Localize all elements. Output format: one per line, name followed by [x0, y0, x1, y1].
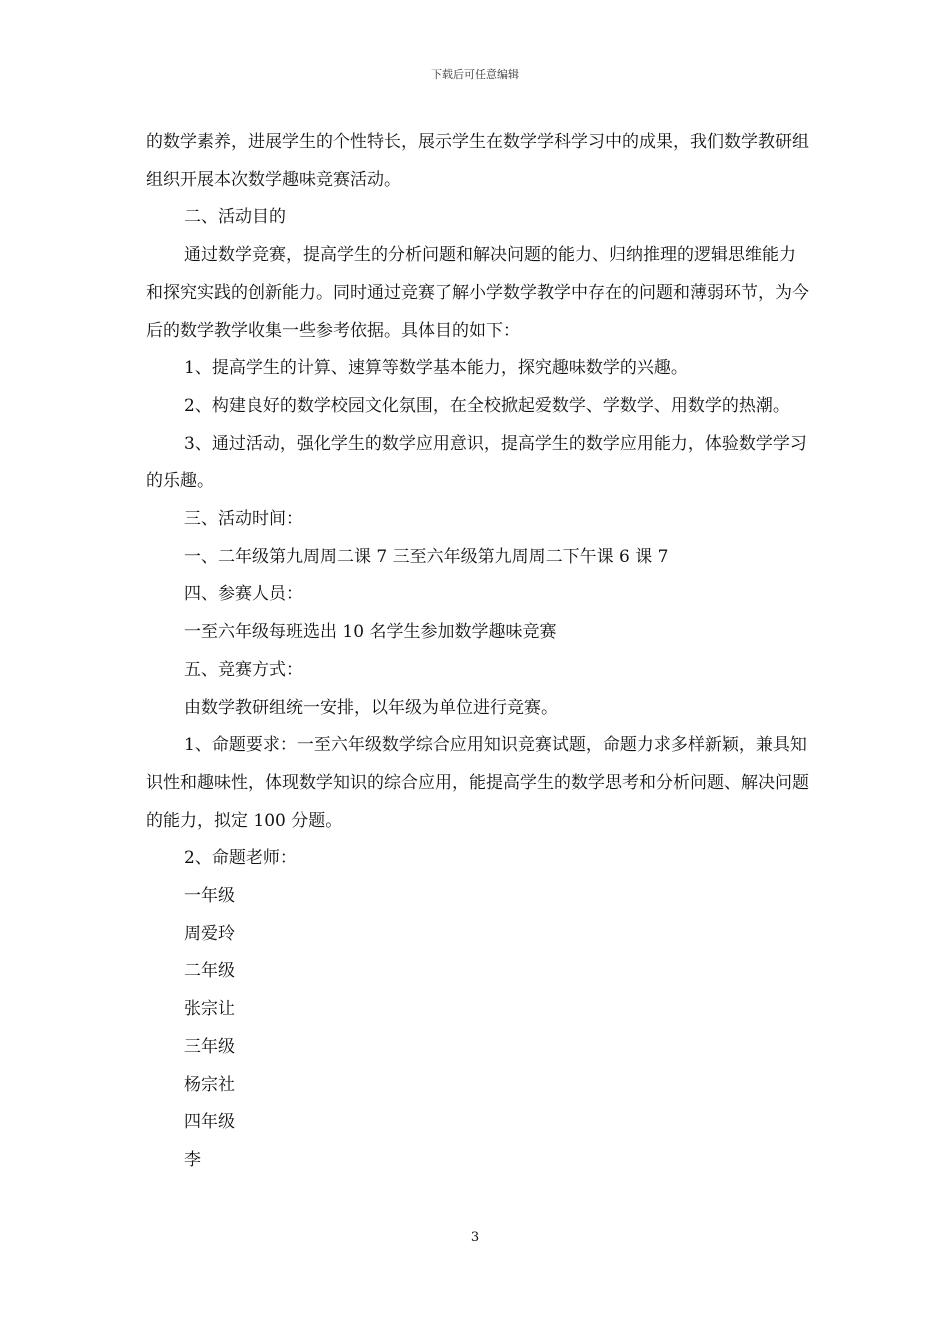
grade-label: 一年级 — [184, 886, 235, 907]
teacher-name: 周爱玲 — [184, 923, 235, 944]
paragraph: 的数学素养，进展学生的个性特长，展示学生在数学学科学习中的成果，我们数学教研组组织开展本次数学趣味竞赛活动。 — [146, 132, 809, 190]
list-item: 3、通过活动，强化学生的数学应用意识，提高学生的数学应用能力，体验数学学习的乐趣。 — [146, 433, 807, 492]
teacher-name: 杨宗社 — [184, 1074, 235, 1095]
teacher-name: 李 — [184, 1149, 201, 1170]
list-item: 1、命题要求：一至六年级数学综合应用知识竞赛试题，命题力求多样新颖，兼具知识性和趣味性，体现数学知识的综合应用，能提高学生的数学思考和分析问题、解决问题的能力，拟定 100 分题。 — [146, 735, 809, 831]
grade-label: 二年级 — [184, 961, 235, 982]
section-heading: 三、活动时间： — [184, 509, 303, 530]
list-item: 1、提高学生的计算、速算等数学基本能力，探究趣味数学的兴趣。 — [184, 358, 688, 379]
list-item: 2、构建良好的数学校园文化氛围，在全校掀起爱数学、学数学、用数学的热潮。 — [184, 395, 790, 416]
grade-label: 四年级 — [184, 1112, 235, 1133]
page-number: 3 — [470, 1230, 480, 1245]
section-heading: 四、参赛人员： — [184, 584, 303, 605]
paragraph: 一至六年级每班选出 10 名学生参加数学趣味竞赛 — [184, 622, 557, 643]
page-header: 下载后可任意编辑 — [431, 68, 519, 81]
paragraph: 一、二年级第九周周二课 7 三至六年级第九周周二下午课 6 课 7 — [184, 546, 669, 567]
section-heading: 五、竞赛方式： — [184, 659, 303, 680]
section-heading: 二、活动目的 — [184, 207, 286, 228]
list-item: 2、命题老师： — [184, 848, 297, 869]
document-body — [146, 124, 810, 1180]
paragraph: 通过数学竞赛，提高学生的分析问题和解决问题的能力、归纳推理的逻辑思维能力和探究实践的创新能力。同时通过竞赛了解小学数学教学中存在的问题和薄弱环节，为今后的数学教学收集一些参考依据。具体目的如下： — [146, 245, 809, 341]
grade-label: 三年级 — [184, 1036, 235, 1057]
paragraph: 由数学教研组统一安排，以年级为单位进行竞赛。 — [184, 697, 558, 718]
teacher-name: 张宗让 — [184, 999, 235, 1020]
